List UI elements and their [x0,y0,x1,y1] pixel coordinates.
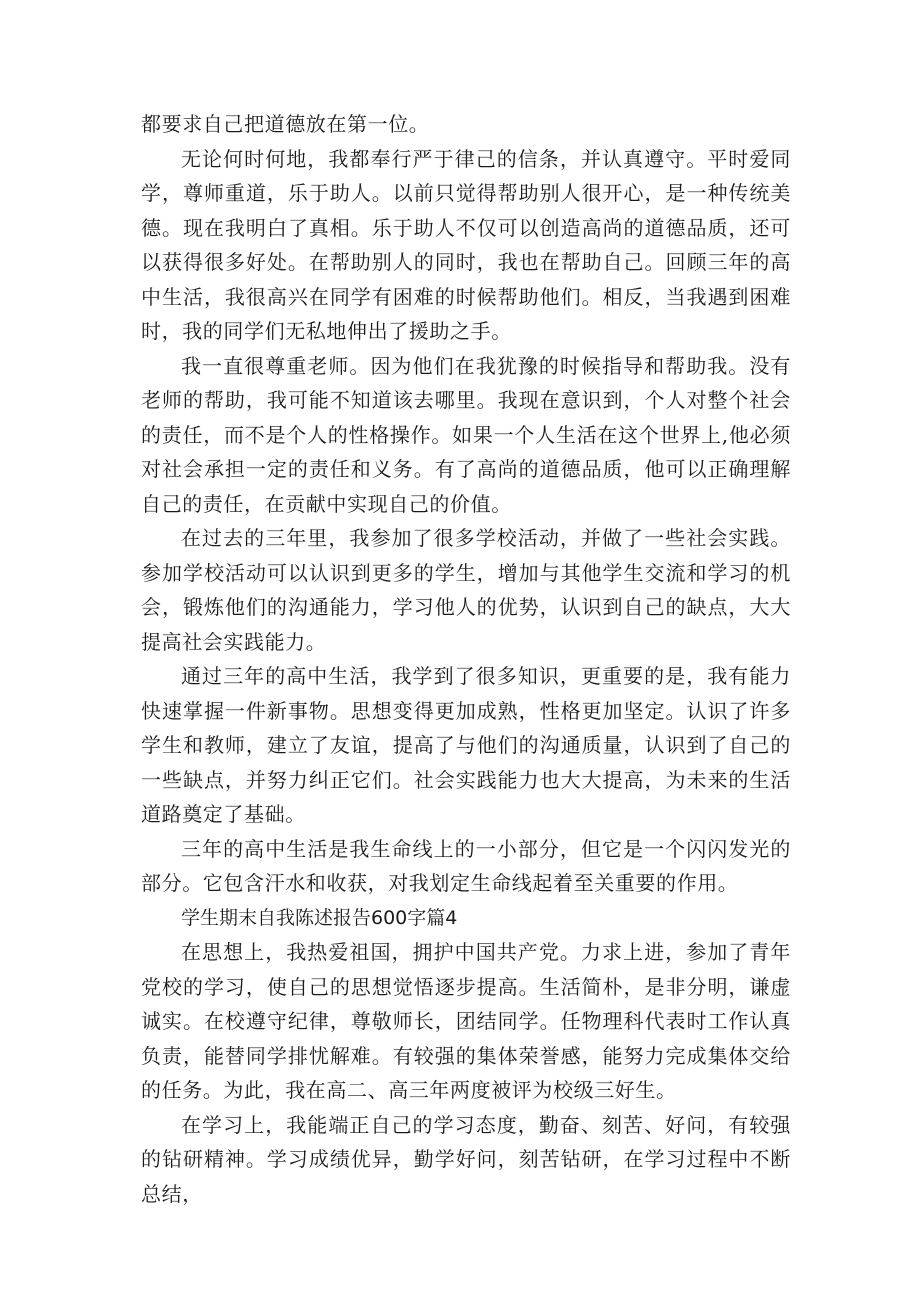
paragraph-1: 都要求自己把道德放在第一位。 [141,112,430,136]
paragraph-6: 三年的高中生活是我生命线上的一小部分，但它是一个闪闪发光的部分。它包含汗水和收获，对我划定生命线起着至关重要的作用。 [141,836,791,895]
paragraph-4: 在过去的三年里，我参加了很多学校活动，并做了一些社会实践。参加学校活动可以认识到更多的学生，增加与其他学生交流和学习的机会，锻炼他们的沟通能力，学习他人的优势，认识到自己的缺点，大大提高社会实践能力。 [141,526,791,654]
section-heading: 学生期末自我陈述报告600字篇4 [181,906,458,929]
document-body [141,107,791,1211]
paragraph-8: 在学习上，我能端正自己的学习态度，勤奋、刻苦、好问，有较强的钻研精神。学习成绩优异，勤学好问，刻苦钻研，在学习过程中不断总结， [141,1112,791,1206]
paragraph-3: 我一直很尊重老师。因为他们在我犹豫的时候指导和帮助我。没有老师的帮助，我可能不知道该去哪里。我现在意识到，个人对整个社会的责任，而不是个人的性格操作。如果一个人生活在这个世界上,他必须对社会承担一定的责任和义务。有了高尚的道德品质，他可以正确理解自己的责任，在贡献中实现自己的价值。 [141,353,791,516]
paragraph-5: 通过三年的高中生活，我学到了很多知识，更重要的是，我有能力快速掌握一件新事物。思想变得更加成熟，性格更加坚定。认识了许多学生和教师，建立了友谊，提高了与他们的沟通质量，认识到了自己的一些缺点，并努力纠正它们。社会实践能力也大大提高，为未来的生活道路奠定了基础。 [141,664,791,826]
paragraph-2: 无论何时何地，我都奉行严于律己的信条，并认真遵守。平时爱同学，尊师重道，乐于助人。以前只觉得帮助别人很开心，是一种传统美德。现在我明白了真相。乐于助人不仅可以创造高尚的道德品质，还可以获得很多好处。在帮助别人的同时，我也在帮助自己。回顾三年的高中生活，我很高兴在同学有困难的时候帮助他们。相反，当我遇到困难时，我的同学们无私地伸出了援助之手。 [141,146,791,343]
paragraph-7: 在思想上，我热爱祖国，拥护中国共产党。力求上进，参加了青年党校的学习，使自己的思想觉悟逐步提高。生活简朴，是非分明，谦虚诚实。在校遵守纪律，尊敬师长，团结同学。任物理科代表时工作认真负责，能替同学排忧解难。有较强的集体荣誉感，能努力完成集体交给的任务。为此，我在高二、高三年两度被评为校级三好生。 [141,940,791,1102]
